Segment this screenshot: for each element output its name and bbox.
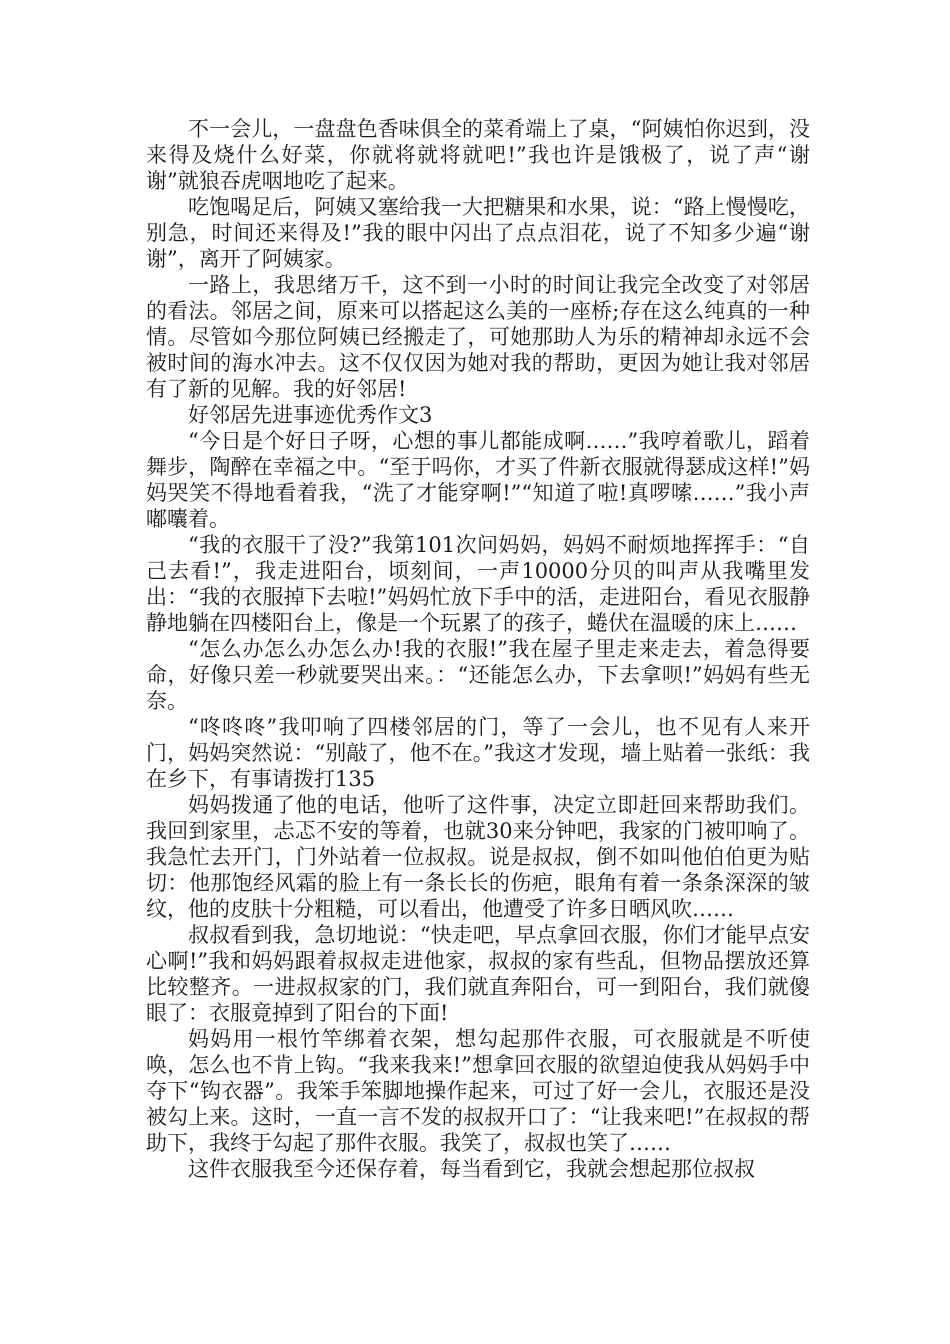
- paragraph-balcony: 叔叔看到我，急切地说：“快走吧，早点拿回衣服，你们才能早点安心啊!”我和妈妈跟着叔叔走进他家，叔叔的家有些乱，但物品摆放还算比较整齐。一进叔叔家的门，我们就直奔阳台，可一到阳台，我们就傻眼了：衣服竟掉到了阳台的下面!: [146, 923, 810, 1025]
- paragraph-hooking: 妈妈用一根竹竿绑着衣架，想勾起那件衣服，可衣服就是不听使唤，怎么也不肯上钩。“我来我来!”想拿回衣服的欲望迫使我从妈妈手中夺下“钩衣器”。我笨手笨脚地操作起来，可过了好一会儿，衣服还是没被勾上来。这时，一直一言不发的叔叔开口了：“让我来吧!”在叔叔的帮助下，我终于勾起了那件衣服。我笑了，叔叔也笑了……: [146, 1027, 810, 1155]
- paragraph-dinner: 不一会儿，一盘盘色香味俱全的菜肴端上了桌，“阿姨怕你迟到，没来得及烧什么好菜，你就将就将就吧!”我也许是饿极了，说了声“谢谢”就狼吞虎咽地吃了起来。: [146, 117, 810, 193]
- paragraph-clothes-fell: “我的衣服干了没?”我第101次问妈妈，妈妈不耐烦地挥挥手：“自己去看!”，我走进阳台，顷刻间，一声10000分贝的叫声从我嘴里发出：“我的衣服掉下去啦!”妈妈忙放下手中的活，走进阳台，看见衣服静静地躺在四楼阳台上，像是一个玩累了的孩子，蜷伏在温暖的床上……: [146, 533, 810, 635]
- paragraph-ending: 这件衣服我至今还保存着，每当看到它，我就会想起那位叔叔: [188, 1157, 755, 1181]
- paragraph-panic: “怎么办怎么办怎么办!我的衣服!”我在屋子里走来走去，着急得要命，好像只差一秒就要哭出来。：“还能怎么办，下去拿呗!”妈妈有些无奈。: [146, 637, 810, 713]
- article-body: [146, 116, 810, 1182]
- paragraph-reflection: 一路上，我思绪万千，这不到一小时的时间让我完全改变了对邻居的看法。邻居之间，原来可以搭起这么美的一座桥;存在这么纯真的一种情。尽管如今那位阿姨已经搬走了，可她那助人为乐的精神却永远不会被时间的海水冲去。这不仅仅因为她对我的帮助，更因为她让我对邻居有了新的见解。我的好邻居!: [146, 273, 810, 401]
- paragraph-knocking: “咚咚咚”我叩响了四楼邻居的门，等了一会儿，也不见有人来开门，妈妈突然说：“别敲了，他不在。”我这才发现，墙上贴着一张纸：我在乡下，有事请拨打135: [146, 715, 810, 791]
- paragraph-farewell: 吃饱喝足后，阿姨又塞给我一大把糖果和水果，说：“路上慢慢吃，别急，时间还来得及!”我的眼中闪出了点点泪花，说了不知多少遍“谢谢”，离开了阿姨家。: [146, 195, 810, 271]
- paragraph-uncle-arrives: 妈妈拨通了他的电话，他听了这件事，决定立即赶回来帮助我们。我回到家里，忐忑不安的等着，也就30来分钟吧，我家的门被叩响了。我急忙去开门，门外站着一位叔叔。说是叔叔，倒不如叫他伯伯更为贴切：他那饱经风霜的脸上有一条长长的伤疤，眼角有着一条条深深的皱纹，他的皮肤十分粗糙，可以看出，他遭受了许多日晒风吹……: [146, 793, 810, 921]
- paragraph-new-clothes: “今日是个好日子呀，心想的事儿都能成啊……”我哼着歌儿，蹈着舞步，陶醉在幸福之中。“至于吗你，才买了件新衣服就得瑟成这样!”妈妈哭笑不得地看着我，“洗了才能穿啊!”“知道了啦!真啰嗦……”我小声嘟囔着。: [146, 429, 810, 531]
- essay-title: 好邻居先进事迹优秀作文3: [188, 403, 433, 427]
